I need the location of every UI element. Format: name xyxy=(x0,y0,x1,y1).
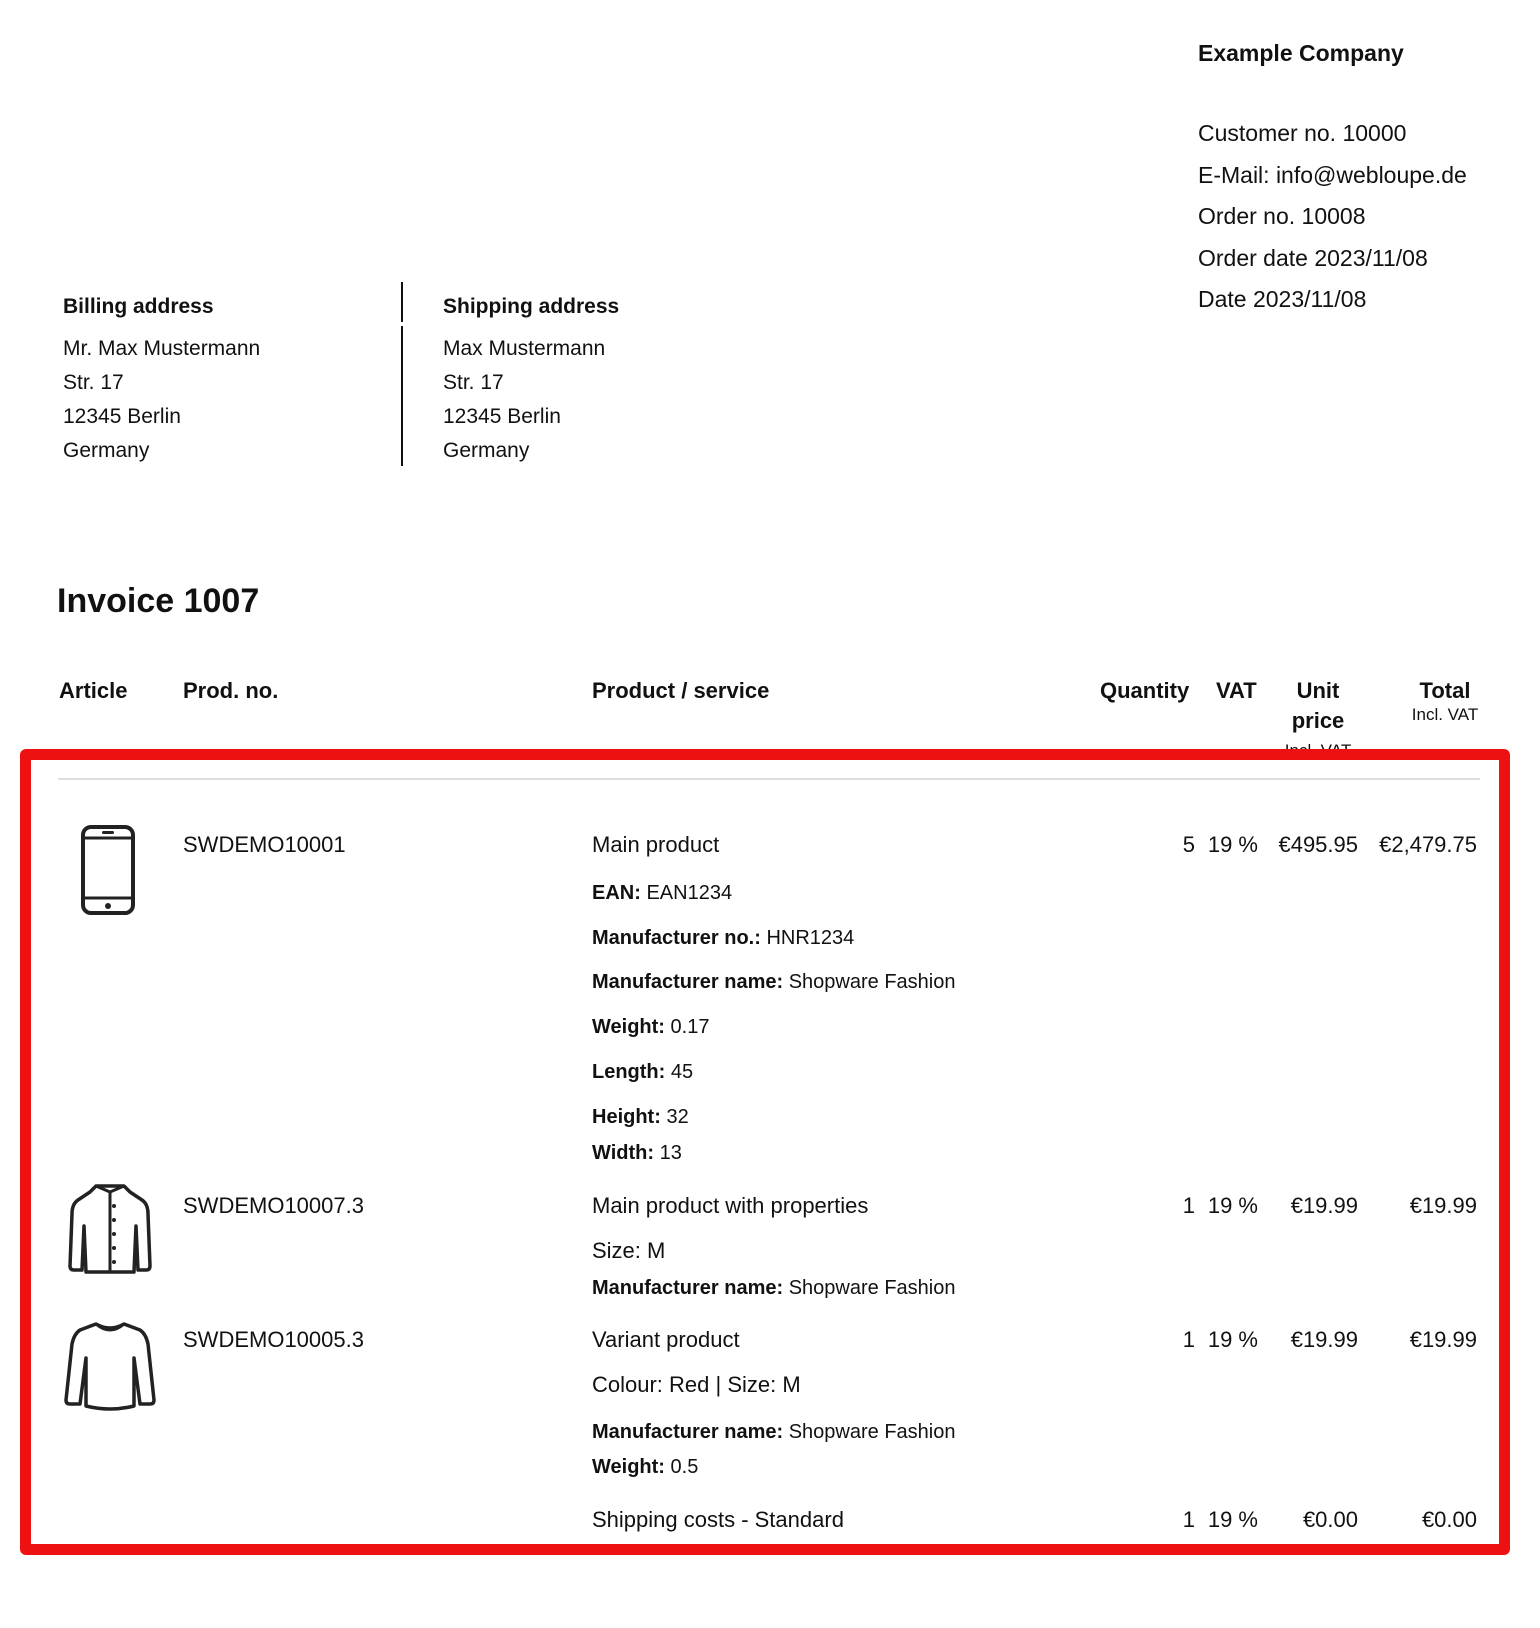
product-option: Size: M xyxy=(592,1238,666,1263)
product-option: Colour: Red | Size: M xyxy=(592,1372,801,1397)
prod-no: SWDEMO10005.3 xyxy=(183,1327,364,1352)
product-name: Main product xyxy=(592,832,720,857)
billing-name: Mr. Max Mustermann xyxy=(63,337,261,360)
detail-ean: EAN: EAN1234 xyxy=(592,882,733,904)
detail-weight: Weight: 0.5 xyxy=(592,1456,699,1478)
detail-weight: Weight: 0.17 xyxy=(592,1016,710,1038)
header-total xyxy=(1405,676,1485,724)
detail-manufacturer-name: Manufacturer name: Shopware Fashion xyxy=(592,1277,956,1299)
detail-height: Height: 32 xyxy=(592,1106,689,1128)
header-article: Article xyxy=(59,678,128,703)
email: E-Mail: info@webloupe.de xyxy=(1198,161,1467,188)
quantity: 1 xyxy=(1182,1193,1195,1218)
prod-no: SWDEMO10001 xyxy=(183,832,346,857)
shipping-country: Germany xyxy=(443,439,530,462)
billing-city: 12345 Berlin xyxy=(63,405,181,428)
product-name: Shipping costs - Standard xyxy=(592,1507,844,1532)
order-number: Order no. 10008 xyxy=(1198,203,1366,229)
header-vat: VAT xyxy=(1216,678,1257,703)
total: €2,479.75 xyxy=(1379,832,1477,857)
shipping-address xyxy=(443,292,619,470)
company-name: Example Company xyxy=(1198,40,1404,66)
shipping-street: Str. 17 xyxy=(443,371,504,394)
shipping-address-heading: Shipping address xyxy=(443,295,620,318)
vat: 19 % xyxy=(1207,1507,1258,1532)
vat: 19 % xyxy=(1207,1193,1258,1218)
shipping-name: Max Mustermann xyxy=(443,337,606,360)
prod-no: SWDEMO10007.3 xyxy=(183,1193,364,1218)
billing-address-heading: Billing address xyxy=(63,295,214,318)
header-unit-price-sub: Incl. VAT xyxy=(1284,741,1352,760)
quantity: 1 xyxy=(1182,1327,1195,1352)
header-total-sub: Incl. VAT xyxy=(1411,705,1479,724)
shipping-city: 12345 Berlin xyxy=(443,405,561,428)
billing-address xyxy=(63,292,260,470)
header-unit-price xyxy=(1278,676,1358,760)
detail-width: Width: 13 xyxy=(592,1142,682,1164)
detail-manufacturer-name: Manufacturer name: Shopware Fashion xyxy=(592,971,956,993)
detail-manufacturer-no: Manufacturer no.: HNR1234 xyxy=(592,927,855,949)
header-total-label: Total xyxy=(1419,678,1471,703)
unit-price: €19.99 xyxy=(1290,1327,1358,1352)
vat: 19 % xyxy=(1207,832,1258,857)
unit-price: €495.95 xyxy=(1278,832,1358,857)
product-name: Variant product xyxy=(592,1327,740,1352)
unit-price: €19.99 xyxy=(1290,1193,1358,1218)
order-date: Order date 2023/11/08 xyxy=(1198,244,1428,271)
total: €19.99 xyxy=(1409,1327,1477,1352)
header-quantity: Quantity xyxy=(1100,678,1190,703)
company-info xyxy=(1198,118,1467,326)
header-unit-price-label: Unit price xyxy=(1291,678,1345,733)
header-product: Product / service xyxy=(592,678,770,703)
billing-street: Str. 17 xyxy=(63,371,124,394)
product-name: Main product with properties xyxy=(592,1193,869,1218)
billing-country: Germany xyxy=(63,439,150,462)
vat: 19 % xyxy=(1207,1327,1258,1352)
detail-length: Length: 45 xyxy=(592,1061,694,1083)
total: €0.00 xyxy=(1421,1507,1477,1532)
address-divider xyxy=(401,326,403,466)
address-divider-top xyxy=(401,282,403,322)
invoice-title: Invoice 1007 xyxy=(57,582,260,620)
quantity: 5 xyxy=(1182,832,1195,857)
customer-number: Customer no. 10000 xyxy=(1198,120,1407,146)
highlight-box xyxy=(20,749,1510,1555)
quantity: 1 xyxy=(1182,1507,1195,1532)
document-date: Date 2023/11/08 xyxy=(1198,286,1367,312)
unit-price: €0.00 xyxy=(1302,1507,1358,1532)
total: €19.99 xyxy=(1409,1193,1477,1218)
detail-manufacturer-name: Manufacturer name: Shopware Fashion xyxy=(592,1421,956,1443)
header-prod-no: Prod. no. xyxy=(183,678,279,703)
